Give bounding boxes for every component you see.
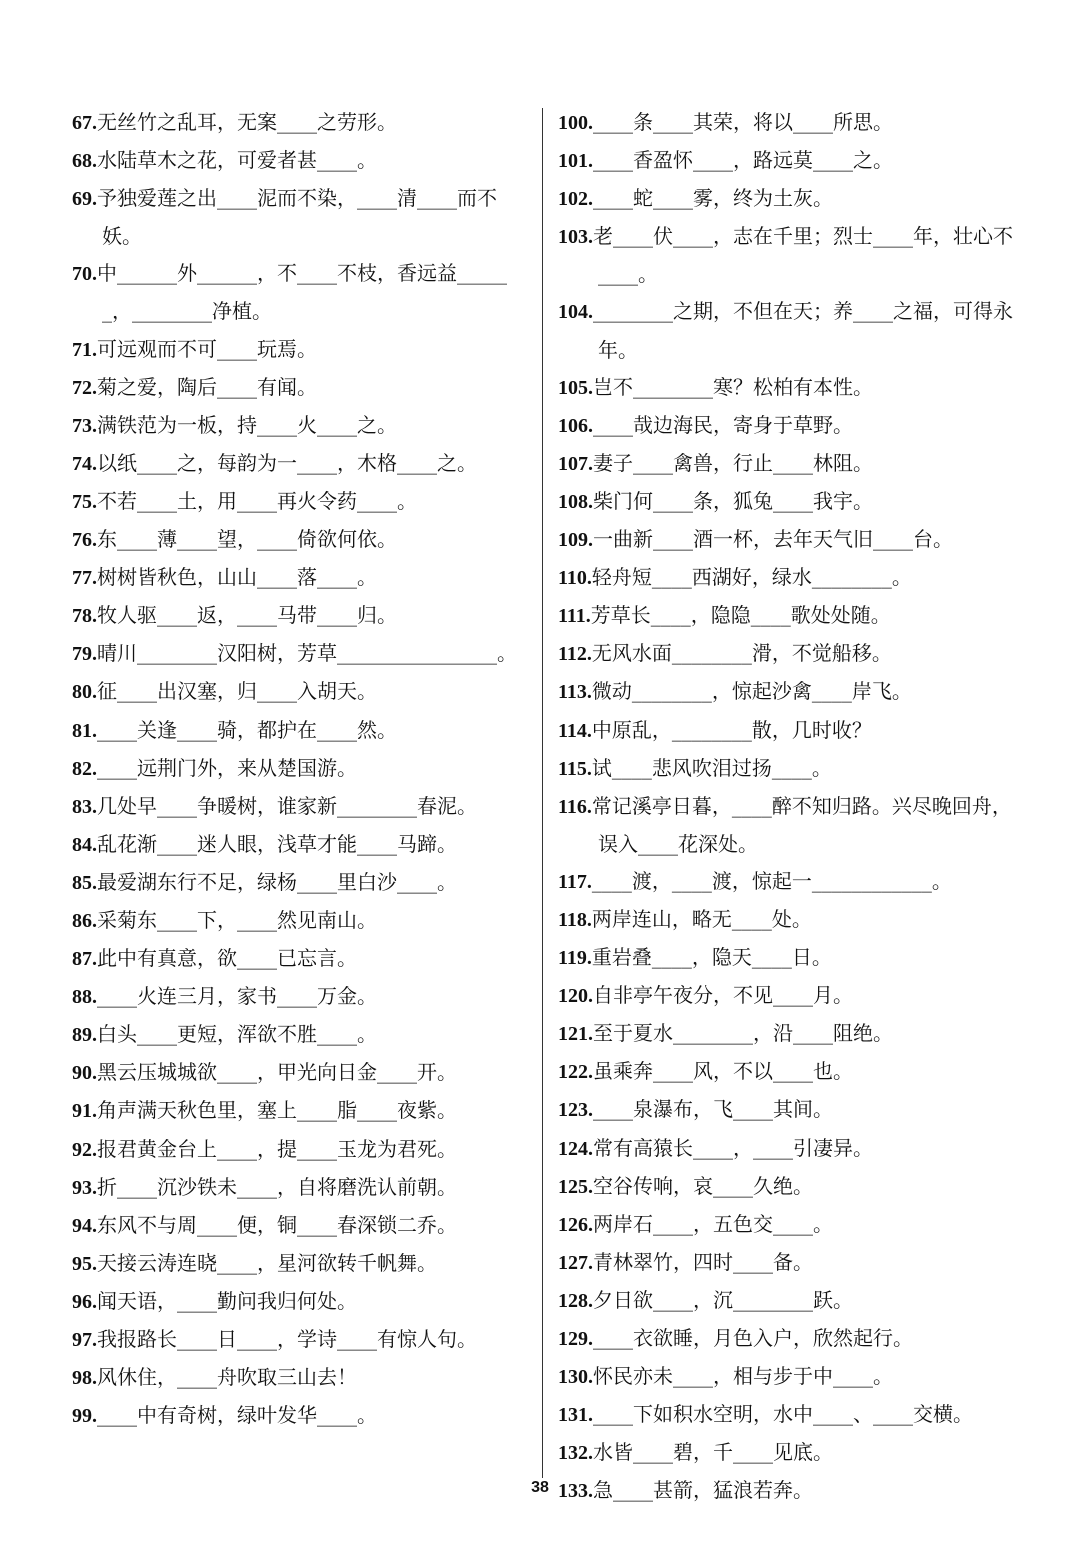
question-item xyxy=(72,180,528,255)
question-item xyxy=(558,293,1016,368)
question-text: 两岸石____，五色交____。 xyxy=(593,1211,833,1236)
question-text: 牧人驱____返，____马带____归。 xyxy=(97,603,397,628)
question-item xyxy=(558,1015,1016,1053)
question-number: 130. xyxy=(558,1366,593,1389)
question-text: 夕日欲____，沉________跃。 xyxy=(593,1287,853,1312)
question-item xyxy=(558,1206,1016,1244)
question-number: 124. xyxy=(558,1137,593,1160)
question-text: 报君黄金台上____，提____玉龙为君死。 xyxy=(97,1136,457,1161)
question-item xyxy=(558,939,1016,977)
question-text: 老____伏____，志在千里；烈士____年，壮心不____。 xyxy=(593,224,1013,287)
question-item xyxy=(72,255,528,330)
question-number: 127. xyxy=(558,1251,593,1274)
question-number: 109. xyxy=(558,529,593,552)
question-item xyxy=(558,1320,1016,1358)
question-number: 103. xyxy=(558,226,593,249)
question-item xyxy=(72,1054,528,1092)
question-number: 92. xyxy=(72,1138,97,1161)
question-item xyxy=(558,673,1016,711)
question-text: 以纸____之，每韵为一____，木格____之。 xyxy=(97,450,477,475)
question-item xyxy=(558,977,1016,1015)
question-number: 118. xyxy=(558,908,592,931)
question-text: ____香盈怀____，路远莫____之。 xyxy=(593,148,893,173)
question-number: 101. xyxy=(558,150,593,173)
question-item xyxy=(558,1053,1016,1091)
question-text: 妻子____禽兽，行止____林阻。 xyxy=(593,450,873,475)
question-text: ____火连三月，家书____万金。 xyxy=(97,984,377,1009)
question-number: 132. xyxy=(558,1442,593,1465)
question-number: 111. xyxy=(558,605,591,628)
question-text: ____关逢____骑，都护在____然。 xyxy=(97,717,397,742)
question-text: ____蛇____雾，终为土灰。 xyxy=(593,186,833,211)
question-text: 白头____更短，浑欲不胜____。 xyxy=(97,1022,377,1047)
question-item xyxy=(558,559,1016,597)
question-text: 常有高猿长____，____引凄异。 xyxy=(593,1135,873,1160)
question-number: 85. xyxy=(72,871,97,894)
question-text: 两岸连山，略无____处。 xyxy=(591,906,812,931)
question-item xyxy=(72,1397,528,1435)
question-item xyxy=(72,673,528,711)
question-text: 水陆草木之花，可爱者甚____。 xyxy=(97,148,377,173)
question-number: 77. xyxy=(72,567,97,590)
question-item xyxy=(558,712,1016,750)
question-item xyxy=(72,331,528,369)
question-item xyxy=(558,635,1016,673)
question-number: 123. xyxy=(558,1099,593,1122)
question-item xyxy=(72,940,528,978)
question-number: 114. xyxy=(558,719,592,742)
question-text: ________之期，不但在天；养____之福，可得永年。 xyxy=(593,299,1013,362)
right-column xyxy=(558,104,1016,1510)
question-item xyxy=(558,369,1016,407)
question-number: 67. xyxy=(72,112,97,134)
question-text: 微动________，惊起沙禽____岸飞。 xyxy=(591,679,912,704)
question-item xyxy=(558,1282,1016,1320)
question-text: 芳草长____，隐隐____歌处处随。 xyxy=(590,603,891,628)
page-number: 38 xyxy=(531,1479,549,1496)
question-number: 78. xyxy=(72,605,97,628)
question-number: 125. xyxy=(558,1175,593,1198)
question-number: 121. xyxy=(558,1023,593,1046)
question-number: 70. xyxy=(72,263,97,286)
question-text: 折____沉沙铁未____，自将磨洗认前朝。 xyxy=(97,1174,457,1199)
question-number: 89. xyxy=(72,1024,97,1047)
question-number: 83. xyxy=(72,795,97,818)
question-text: 天接云涛连晓____，星河欲转千帆舞。 xyxy=(97,1250,437,1275)
question-number: 82. xyxy=(72,757,97,780)
question-item xyxy=(558,788,1016,863)
question-number: 88. xyxy=(72,986,97,1009)
question-text: 满铁范为一板，持____火____之。 xyxy=(97,412,397,437)
question-number: 95. xyxy=(72,1252,97,1275)
question-item xyxy=(558,521,1016,559)
question-item xyxy=(72,407,528,445)
question-item xyxy=(72,635,528,673)
question-number: 90. xyxy=(72,1062,97,1085)
question-number: 81. xyxy=(72,719,97,742)
question-item xyxy=(72,483,528,521)
question-item xyxy=(72,142,528,180)
question-text: 无丝竹之乱耳，无案____之劳形。 xyxy=(97,110,397,134)
question-text: 黑云压城城欲____，甲光向日金____开。 xyxy=(97,1060,457,1085)
question-item xyxy=(558,901,1016,939)
question-item xyxy=(558,1091,1016,1129)
question-item xyxy=(558,1396,1016,1434)
question-text: 予独爱莲之出____泥而不染，____清____而不妖。 xyxy=(97,186,497,249)
question-text: 不若____土，用____再火令药____。 xyxy=(97,488,417,513)
question-item xyxy=(72,1131,528,1169)
question-number: 91. xyxy=(72,1100,97,1123)
question-number: 80. xyxy=(72,681,97,704)
question-text: 水皆____碧，千____见底。 xyxy=(593,1440,833,1465)
question-number: 120. xyxy=(558,985,593,1008)
question-number: 71. xyxy=(72,338,97,361)
question-item xyxy=(72,750,528,788)
question-number: 75. xyxy=(72,490,97,513)
question-number: 122. xyxy=(558,1061,593,1084)
question-text: ____条____其荣，将以____所思。 xyxy=(593,110,893,134)
question-item xyxy=(558,142,1016,180)
question-text: 岂不________寒？松柏有本性。 xyxy=(593,374,873,399)
question-number: 98. xyxy=(72,1367,97,1390)
question-text: ____哉边海民，寄身于草野。 xyxy=(593,412,853,437)
question-text: 风休住，____舟吹取三山去！ xyxy=(97,1365,357,1390)
question-number: 119. xyxy=(558,947,592,970)
question-item xyxy=(72,1321,528,1359)
question-text: 重岩叠____，隐天____日。 xyxy=(591,945,832,970)
question-text: 东____薄____望，____倚欲何依。 xyxy=(97,527,397,552)
question-item xyxy=(72,1245,528,1283)
question-item xyxy=(72,978,528,1016)
question-item xyxy=(72,788,528,826)
question-text: ____渡，____渡，惊起一____________。 xyxy=(591,868,952,893)
question-text: 树树皆秋色，山山____落____。 xyxy=(97,565,377,590)
question-text: 至于夏水________，沿____阻绝。 xyxy=(593,1021,893,1046)
question-text: 空谷传响，哀____久绝。 xyxy=(593,1173,813,1198)
question-item xyxy=(558,180,1016,218)
question-number: 133. xyxy=(558,1480,593,1503)
question-item xyxy=(72,521,528,559)
left-column xyxy=(72,104,528,1435)
question-item xyxy=(72,597,528,635)
question-number: 131. xyxy=(558,1404,593,1427)
question-text: 采菊东____下，____然见南山。 xyxy=(97,907,377,932)
question-number: 68. xyxy=(72,150,97,173)
question-text: 征____出汉塞，归____入胡天。 xyxy=(97,679,377,704)
question-number: 107. xyxy=(558,452,593,475)
question-text: 一曲新____酒一杯，去年天气旧____台。 xyxy=(593,527,953,552)
question-item xyxy=(72,1283,528,1321)
question-number: 128. xyxy=(558,1289,593,1312)
question-item xyxy=(72,1207,528,1245)
question-text: ____下如积水空明，水中____、____交横。 xyxy=(593,1402,973,1427)
question-number: 113. xyxy=(558,681,592,704)
question-number: 76. xyxy=(72,529,97,552)
question-item xyxy=(72,902,528,940)
question-item xyxy=(72,1359,528,1397)
question-item xyxy=(72,445,528,483)
question-item xyxy=(72,1092,528,1130)
question-text: 闻天语，____勤问我归何处。 xyxy=(97,1288,357,1313)
question-number: 87. xyxy=(72,948,97,971)
question-text: ____泉瀑布，飞____其间。 xyxy=(593,1097,833,1122)
question-item xyxy=(558,483,1016,521)
question-text: 菊之爱，陶后____有闻。 xyxy=(97,374,317,399)
question-number: 108. xyxy=(558,490,593,513)
question-number: 129. xyxy=(558,1328,593,1350)
question-text: 几处早____争暖树，谁家新________春泥。 xyxy=(97,793,477,818)
question-text: 乱花渐____迷人眼，浅草才能____马蹄。 xyxy=(97,831,457,856)
question-text: 中原乱，________散，几时收？ xyxy=(591,717,872,742)
question-number: 73. xyxy=(72,414,97,437)
question-item xyxy=(72,369,528,407)
question-text: ____中有奇树，绿叶发华____。 xyxy=(97,1403,377,1428)
question-item xyxy=(558,1434,1016,1472)
question-item xyxy=(558,1358,1016,1396)
question-number: 106. xyxy=(558,414,593,437)
question-text: 东风不与周____便，铜____春深锁二乔。 xyxy=(97,1212,457,1237)
question-text: 虽乘奔____风，不以____也。 xyxy=(593,1059,853,1084)
question-number: 84. xyxy=(72,833,97,856)
question-item xyxy=(72,712,528,750)
question-item xyxy=(72,1169,528,1207)
question-number: 69. xyxy=(72,188,97,211)
question-text: 柴门何____条，狐兔____我宇。 xyxy=(593,488,873,513)
question-text: 无风水面________滑，不觉船移。 xyxy=(591,641,892,666)
question-text: 可远观而不可____玩焉。 xyxy=(97,336,317,361)
question-text: 此中有真意，欲____已忘言。 xyxy=(97,946,357,971)
question-text: 角声满天秋色里，塞上____脂____夜紫。 xyxy=(97,1098,457,1123)
question-text: 怀民亦未____，相与步于中____。 xyxy=(593,1364,893,1389)
question-item xyxy=(558,1130,1016,1168)
question-text: 自非亭午夜分，不见____月。 xyxy=(593,983,853,1008)
question-number: 115. xyxy=(558,757,592,780)
question-item xyxy=(558,1244,1016,1282)
question-text: 青林翠竹，四时____备。 xyxy=(593,1249,813,1274)
question-text: 急____甚箭，猛浪若奔。 xyxy=(593,1478,813,1503)
question-text: 我报路长____日____，学诗____有惊人句。 xyxy=(97,1327,477,1351)
question-number: 104. xyxy=(558,301,593,324)
question-number: 93. xyxy=(72,1176,97,1199)
question-text: 轻舟短____西湖好，绿水________。 xyxy=(591,565,912,590)
question-number: 94. xyxy=(72,1214,97,1237)
question-number: 72. xyxy=(72,376,97,399)
question-item xyxy=(72,826,528,864)
question-item xyxy=(72,559,528,597)
question-number: 117. xyxy=(558,870,592,893)
question-number: 96. xyxy=(72,1290,97,1313)
question-number: 100. xyxy=(558,112,593,134)
question-text: 最爱湖东行不足，绿杨____里白沙____。 xyxy=(97,869,457,894)
question-number: 116. xyxy=(558,795,592,818)
question-number: 110. xyxy=(558,567,592,590)
question-item xyxy=(72,864,528,902)
question-number: 79. xyxy=(72,643,97,666)
question-number: 112. xyxy=(558,643,592,666)
question-number: 86. xyxy=(72,909,97,932)
question-number: 102. xyxy=(558,188,593,211)
question-item xyxy=(558,597,1016,635)
question-item xyxy=(558,218,1016,293)
question-text: ____衣欲睡，月色入户，欣然起行。 xyxy=(593,1326,913,1350)
question-text: 中______外______，不____不枝，香远益______，________净植。 xyxy=(97,261,507,324)
question-number: 97. xyxy=(72,1329,97,1351)
question-item xyxy=(558,104,1016,142)
question-item xyxy=(558,445,1016,483)
question-item xyxy=(72,1016,528,1054)
question-text: ____远荆门外，来从楚国游。 xyxy=(97,755,357,780)
question-item xyxy=(558,863,1016,901)
question-item xyxy=(72,104,528,142)
question-item xyxy=(558,750,1016,788)
question-text: 试____悲风吹泪过扬____。 xyxy=(591,755,832,780)
question-number: 105. xyxy=(558,376,593,399)
question-text: 常记溪亭日暮，____醉不知归路。兴尽晚回舟，误入____花深处。 xyxy=(591,793,1012,856)
question-item xyxy=(558,407,1016,445)
question-item xyxy=(558,1168,1016,1206)
question-number: 74. xyxy=(72,452,97,475)
column-divider xyxy=(542,108,543,1478)
question-number: 99. xyxy=(72,1405,97,1428)
question-text: 晴川________汉阳树，芳草________________。 xyxy=(97,641,517,666)
question-number: 126. xyxy=(558,1213,593,1236)
